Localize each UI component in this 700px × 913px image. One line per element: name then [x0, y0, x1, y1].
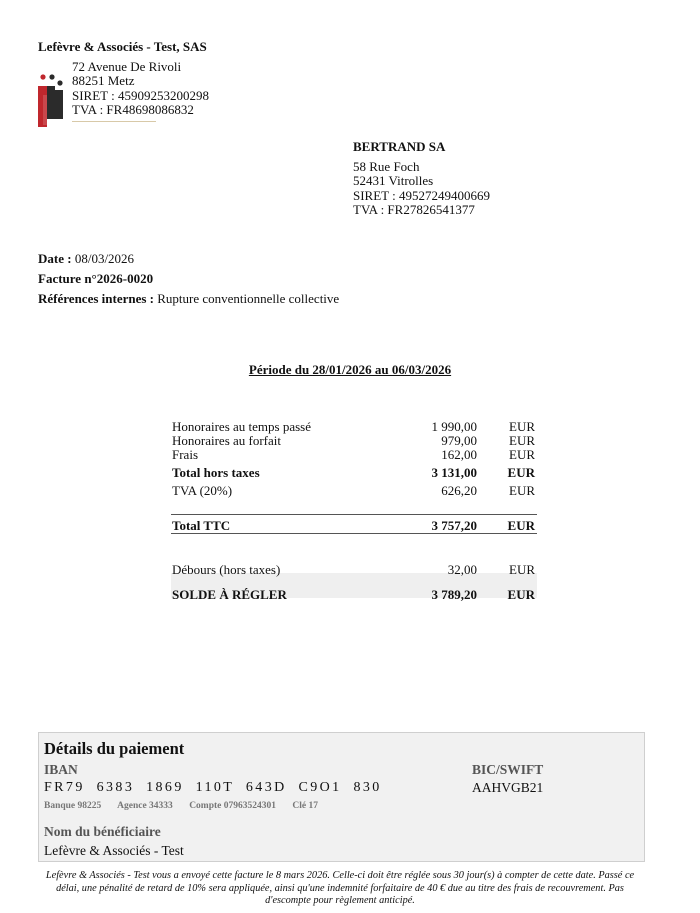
client-city: 52431 Vitrolles [353, 173, 434, 189]
bank-details [44, 801, 332, 811]
line-item [171, 420, 537, 434]
total-ttc-row [171, 519, 537, 533]
issuer-address: 72 Avenue De Rivoli [72, 59, 182, 74]
line-amount: 3 131,00 [431, 465, 477, 480]
beneficiary-value: Lefèvre & Associés - Test [44, 843, 184, 858]
company-logo-icon [36, 73, 66, 127]
line-currency: EUR [509, 447, 535, 462]
refs-label: Références internes : [38, 291, 154, 306]
issuer-city: 88251 Metz [72, 73, 135, 89]
client-tva: TVA : FR27826541377 [353, 202, 475, 218]
line-currency: EUR [509, 433, 535, 448]
logo-divider [72, 121, 156, 122]
invoice-number: Facture n°2026-0020 [38, 271, 154, 286]
ttc-underline [171, 533, 537, 534]
subtotal-row [171, 466, 537, 480]
line-currency: EUR [507, 465, 535, 480]
client-address: 58 Rue Foch [353, 159, 420, 174]
bank-code: Banque 98225 [44, 801, 102, 811]
issuer-siret: SIRET : 45909253200298 [72, 87, 209, 103]
client-name: BERTRAND SA [353, 139, 446, 154]
agency-code: Agence 34333 [117, 801, 173, 811]
internal-references [38, 291, 339, 307]
client-address-block [353, 160, 490, 218]
line-amount: 1 990,00 [431, 419, 477, 434]
payment-title: Détails du paiement [44, 739, 185, 758]
balance-due-row [171, 588, 537, 602]
line-label: Débours (hors taxes) [172, 562, 281, 577]
bic-value: AAHVGB21 [472, 780, 544, 795]
account-number: Compte 07963524301 [189, 801, 277, 811]
line-item [171, 448, 537, 462]
line-amount: 32,00 [447, 562, 477, 577]
beneficiary-label: Nom du bénéficiaire [44, 824, 161, 839]
line-label: Total hors taxes [172, 465, 260, 480]
client-siret: SIRET : 49527249400669 [353, 187, 490, 203]
disbursement-row [171, 563, 537, 577]
line-currency: EUR [507, 518, 535, 533]
total-separator [171, 514, 537, 515]
line-label: SOLDE À RÉGLER [172, 587, 287, 602]
date-value: 08/03/2026 [74, 251, 135, 266]
line-amount: 979,00 [441, 433, 477, 448]
issuer-name: Lefèvre & Associés - Test, SAS [38, 39, 207, 54]
line-label: Honoraires au forfait [172, 433, 282, 448]
line-currency: EUR [509, 419, 535, 434]
line-amount: 162,00 [441, 447, 477, 462]
line-amount: 3 789,20 [431, 587, 477, 602]
line-amount: 3 757,20 [431, 518, 477, 533]
iban-value: FR79 6383 1869 110T 643D C9O1 830 [44, 780, 382, 795]
issuer-tva: TVA : FR48698086832 [72, 102, 194, 118]
issuer-address-block [72, 60, 209, 118]
line-currency: EUR [509, 562, 535, 577]
line-currency: EUR [509, 483, 535, 498]
account-key: Clé 17 [292, 801, 318, 811]
date-label: Date : [38, 251, 72, 266]
billing-period: Période du 28/01/2026 au 06/03/2026 [248, 362, 452, 377]
refs-value: Rupture conventionnelle collective [157, 291, 340, 306]
line-item [171, 434, 537, 448]
iban-label: IBAN [44, 762, 78, 777]
line-label: Total TTC [172, 518, 231, 533]
line-amount: 626,20 [441, 483, 477, 498]
tax-row [171, 484, 537, 498]
line-label: TVA (20%) [172, 483, 233, 498]
line-label: Frais [172, 447, 198, 462]
line-currency: EUR [507, 587, 535, 602]
bic-label: BIC/SWIFT [472, 762, 544, 777]
payment-terms-note: Lefèvre & Associés - Test vous a envoyé cette facture le 8 mars 2026. Celle-ci doit être réglée sous 30 jour(s) à compter de cette date. Passé ce délai, une pénalité de retard de 10% sera appliquée, ainsi qu'une indemnité forfaitaire de 40 € due au titre des frais de recouvrement. Pas d'escompte pour règlement anticipé. [45, 870, 635, 907]
invoice-date [38, 251, 134, 267]
line-label: Honoraires au temps passé [172, 419, 311, 434]
